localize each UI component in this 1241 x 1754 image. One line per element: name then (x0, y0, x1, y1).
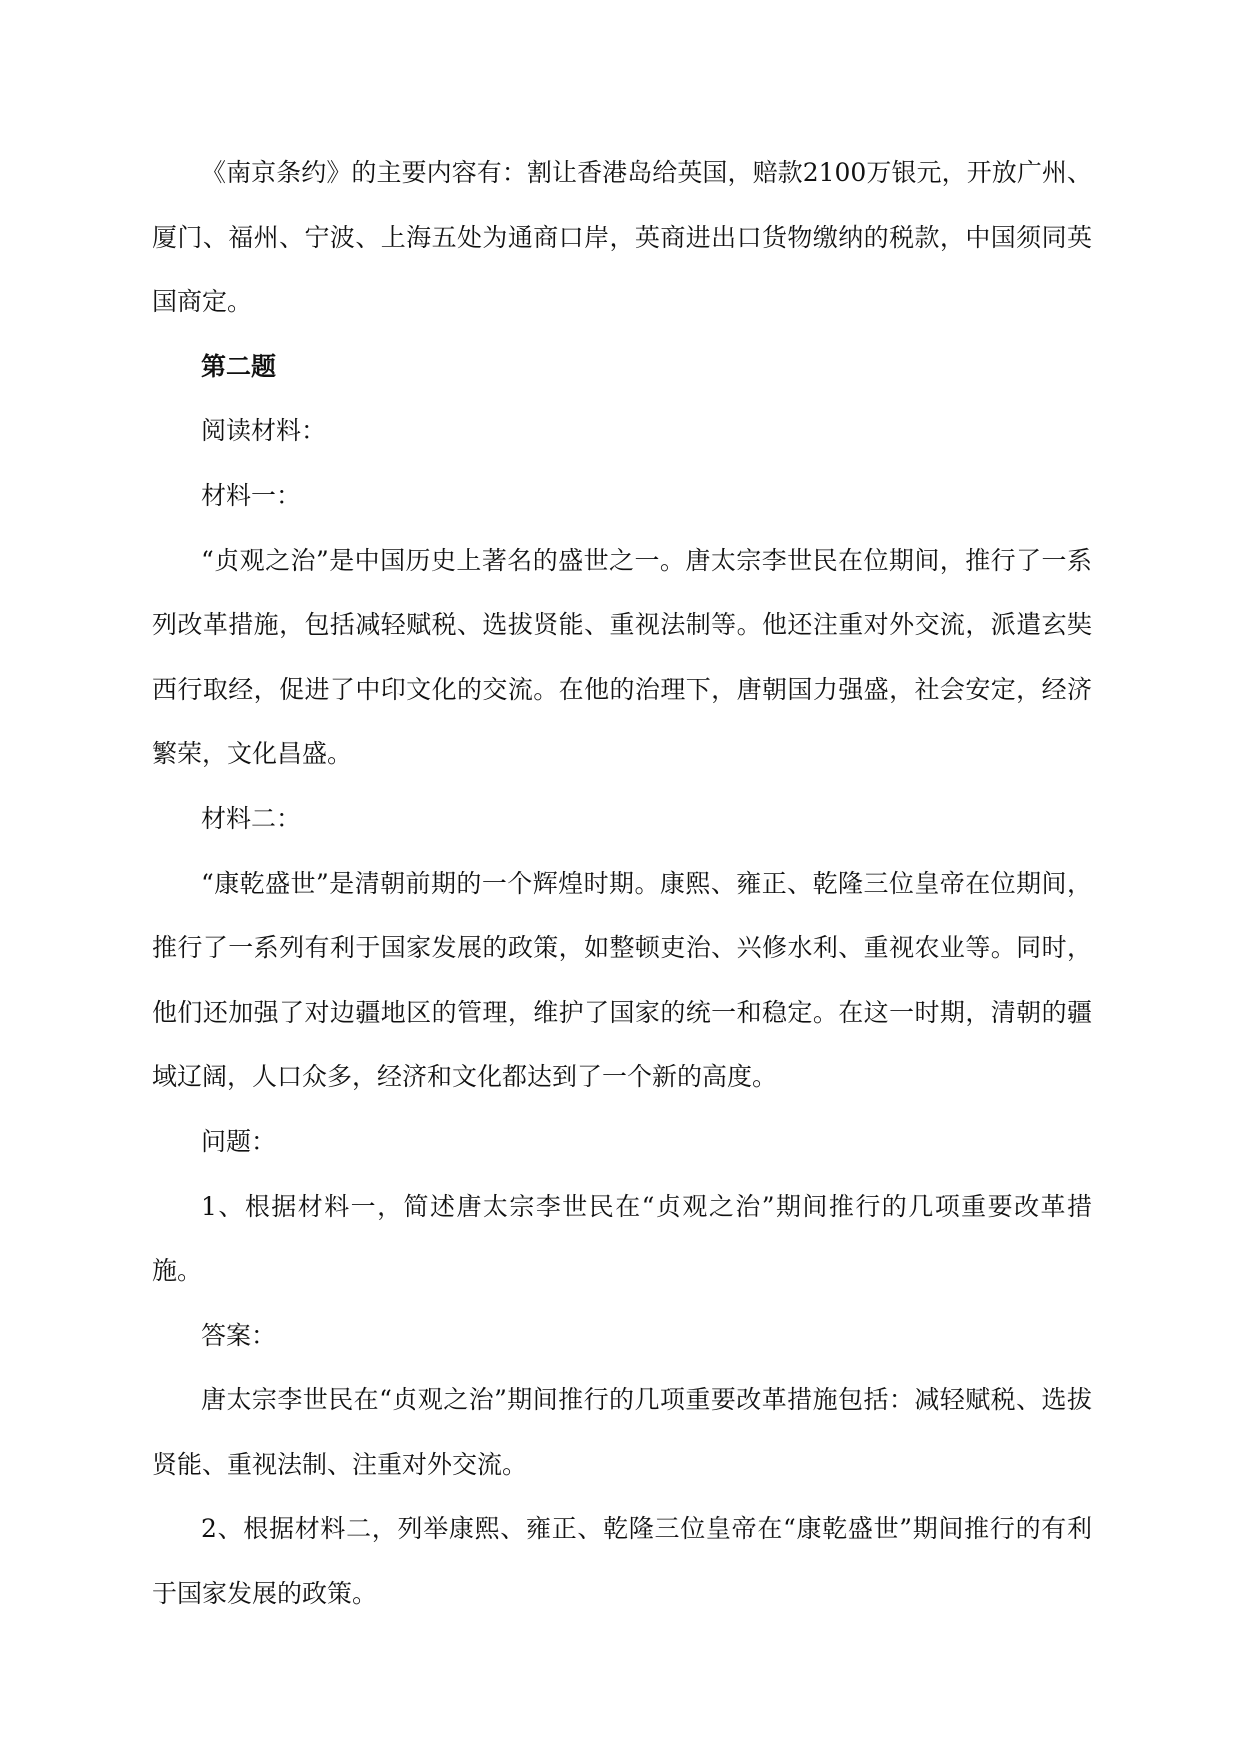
material-one-label: 材料一： (201, 480, 302, 510)
answer-label: 答案： (201, 1320, 277, 1350)
question-heading: 第二题 (201, 351, 277, 381)
answer-one: 唐太宗李世民在“贞观之治”期间推行的几项重要改革措施包括：减轻赋税、选拔贤能、重视法制、注重对外交流。 (152, 1385, 1092, 1479)
document-body (152, 141, 1092, 1627)
material-two-text: “康乾盛世”是清朝前期的一个辉煌时期。康熙、雍正、乾隆三位皇帝在位期间，推行了一系列有利于国家发展的政策，如整顿吏治、兴修水利、重视农业等。同时，他们还加强了对边疆地区的管理，维护了国家的统一和稳定。在这一时期，清朝的疆域辽阔，人口众多，经济和文化都达到了一个新的高度。 (152, 868, 1092, 1092)
question-one: 1、根据材料一，简述唐太宗李世民在“贞观之治”期间推行的几项重要改革措施。 (152, 1191, 1092, 1286)
material-two-label: 材料二： (201, 803, 302, 833)
reading-material-label: 阅读材料： (201, 416, 327, 446)
question-two: 2、根据材料二，列举康熙、雍正、乾隆三位皇帝在“康乾盛世”期间推行的有利于国家发展的政策。 (152, 1514, 1092, 1609)
paragraph-treaty-nanjing: 《南京条约》的主要内容有：割让香港岛给英国，赔款2100万银元，开放广州、厦门、福州、宁波、上海五处为通商口岸，英商进出口货物缴纳的税款，中国须同英国商定。 (152, 158, 1092, 317)
material-one-text: “贞观之治”是中国历史上著名的盛世之一。唐太宗李世民在位期间，推行了一系列改革措施，包括减轻赋税、选拔贤能、重视法制等。他还注重对外交流，派遣玄奘西行取经，促进了中印文化的交流。在他的治理下，唐朝国力强盛，社会安定，经济繁荣，文化昌盛。 (152, 545, 1092, 769)
questions-label: 问题： (201, 1126, 277, 1156)
